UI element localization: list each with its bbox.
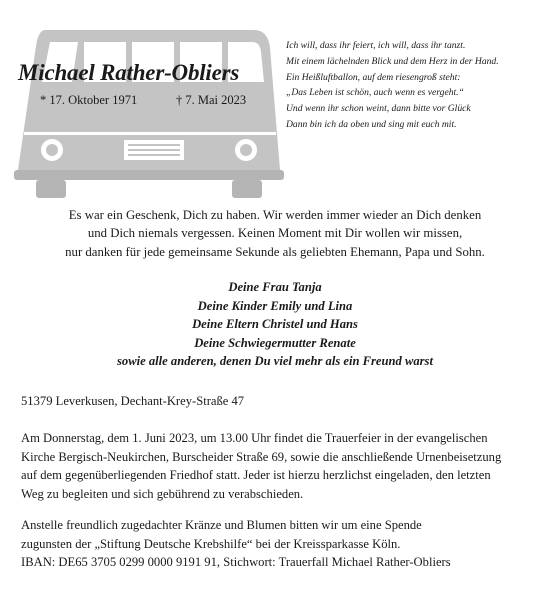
service-line: Kirche Bergisch-Neukirchen, Burscheider Straße 69, sowie die anschließende Urnenbeisetzung <box>21 449 502 464</box>
intro-line: und Dich niemals vergessen. Keinen Moment mit Dir wollen wir missen, <box>87 226 463 241</box>
donation-line: zugunsten der „Stiftung Deutsche Krebshilfe“ bei der Kreissparkasse Köln. <box>21 536 401 551</box>
funeral-service-info <box>21 429 541 503</box>
mourner-line: Deine Schwiegermutter Renate <box>194 335 356 350</box>
intro-line: Es war ein Geschenk, Dich zu haben. Wir werden immer wieder an Dich denken <box>68 208 482 222</box>
service-line: Weg zu begleiten und sich gebührend zu verabschieden. <box>21 486 304 501</box>
poem-line: Mit einem lächelnden Blick und dem Herz in der Hand. <box>286 55 499 67</box>
mourner-line: Deine Eltern Christel und Hans <box>192 317 358 332</box>
mourner-line: Deine Frau Tanja <box>228 280 322 294</box>
birth-date: * 17. Oktober 1971 <box>40 93 138 107</box>
poem-line: Und wenn ihr schon weint, dann bitte vor Glück <box>286 103 471 115</box>
donation-line: IBAN: DE65 3705 0299 0000 9191 91, Stichwort: Trauerfall Michael Rather-Obliers <box>21 555 451 570</box>
donation-line: Anstelle freundlich zugedachter Kränze und Blumen bitten wir um eine Spende <box>21 518 422 532</box>
poem-line: „Das Leben ist schön, auch wenn es vergeht.“ <box>286 87 464 99</box>
poem-line: Ich will, dass ihr feiert, ich will, dass ihr tanzt. <box>286 40 466 51</box>
poem <box>286 38 546 133</box>
donation-info <box>21 516 541 572</box>
deceased-name: Michael Rather-Obliers <box>18 60 240 85</box>
mourner-line: sowie alle anderen, denen Du viel mehr als ein Freund warst <box>117 354 433 369</box>
poem-line: Dann bin ich da oben und sing mit euch mit. <box>286 118 457 130</box>
death-date: † 7. Mai 2023 <box>176 93 247 107</box>
address <box>21 392 541 411</box>
intro-text <box>0 206 550 261</box>
mourner-line: Deine Kinder Emily und Lina <box>197 298 353 313</box>
intro-line: nur danken für jede gemeinsame Sekunde als geliebten Ehemann, Papa und Sohn. <box>65 244 485 259</box>
poem-line: Ein Heißluftballon, auf dem riesengroß steht: <box>286 71 461 83</box>
service-line: Am Donnerstag, dem 1. Juni 2023, um 13.00 Uhr findet die Trauerfeier in der evangelischen <box>21 431 488 445</box>
mourners-list <box>0 278 550 371</box>
bus-icon <box>14 20 284 200</box>
address-line: 51379 Leverkusen, Dechant-Krey-Straße 47 <box>21 394 245 408</box>
service-line: auf dem gegenüberliegenden Friedhof statt. Jeder ist hierzu herzlichst eingeladen, den letzten <box>21 468 491 483</box>
